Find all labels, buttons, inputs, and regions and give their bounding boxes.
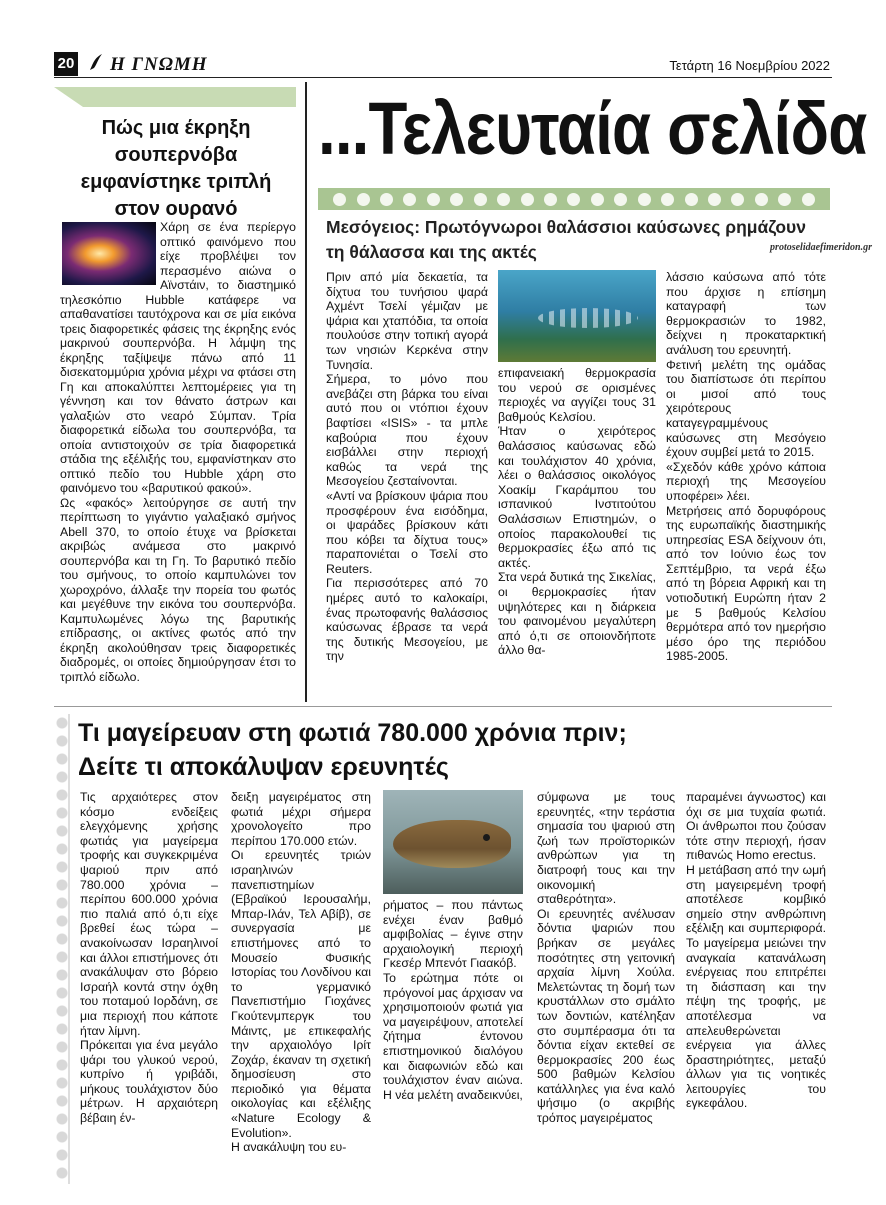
dot	[755, 193, 768, 206]
paper-name-text: Η ΓΝΩΜΗ	[110, 54, 208, 75]
film-strip-decoration	[54, 714, 70, 1184]
paragraph: Τις αρχαιότερες στον κόσμο ενδείξεις ελεγχόμενης χρήσης φωτιάς για μαγείρεμα τροφής και συγκεκριμένα ψαριού πριν από 780.000 χρόνια – περίπου 600.000 χρόνια πιο παλιά από ό,τι είχε βρεθεί έως τώρα – ανακοίνωσαν Ισραηλινοί και άλλοι επιστήμονες ότι ανακάλυψαν στο βόρειο Ισραήλ κοντά στην όχθη του ποταμού Ιορδάνη, σε μια περιοχή που κάποτε ήταν λίμνη.	[80, 790, 218, 1038]
fish-school	[538, 308, 638, 328]
paragraph: Πριν από μία δεκαετία, τα δίχτυα του τυνήσιου ψαρά Αχμέντ Τσελί γέμιζαν με ψάρια και χταπόδια, τα οποία πουλούσε στην τοπική αγορά των νησιών Κερκένα στην Τυνησία.	[326, 270, 488, 372]
section-title: ...Τελευταία σελίδα	[318, 87, 867, 170]
paragraph: Το ερώτημα πότε οι πρόγονοί μας άρχισαν να χρησιμοποιούν φωτιά για να μαγειρέψουν, αποτελεί ζήτημα έντονου επιστημονικού διαλόγου και διαφωνιών εδώ και τουλάχιστον έναν αιώνα. Η νέα μελέτη αναδεικνύει,	[383, 970, 523, 1102]
paragraph: Στα νερά δυτικά της Σικελίας, οι θερμοκρασίες ήταν υψηλότερες και η διάρκεια του φαινομένου μεγαλύτερη από ό,τι σε οποιονδήποτε άλλο θα-	[498, 570, 656, 658]
fire-column-1	[80, 790, 218, 1126]
fire-column-4	[537, 790, 675, 1126]
paragraph: Η ανακάλυψη του ευ-	[231, 1140, 347, 1155]
dot	[497, 193, 510, 206]
green-tab-decoration	[54, 87, 296, 107]
fire-title-line-2: Δείτε τι αποκάλυψαν ερευνητές	[78, 753, 449, 781]
fire-column-2	[231, 790, 371, 1155]
dot	[778, 193, 791, 206]
dot	[403, 193, 416, 206]
paragraph: Μετρήσεις από δορυφόρους της ευρωπαϊκής διαστημικής υπηρεσίας ESA δείχνουν ότι, από τον Ιούνιο έως τον Σεπτέμβριο, τα νερά έξω από τη βόρεια Αφρική και τη νοτιοδυτική Ευρώπη ήταν 2 με 5 βαθμούς Κελσίου θερμότερα από τον ημερήσιο μέσο όρο της περιόδου 1985-2005.	[666, 503, 826, 664]
source-credit: protoselidaefimeridon.gr	[770, 242, 872, 253]
paragraph: Η μετάβαση από την ωμή στη μαγειρεμένη τροφή αποτέλεσε κομβικό σημείο στην ανθρώπινη εξέλιξη και συμπεριφορά. Το μαγείρεμα μειώνει την αναγκαία κατανάλωση ενέργειας που επιτρέπει τη διάσπαση και την πέψη της τροφής, με αποτέλεσμα να απελευθερώνεται ενέργεια για άλλες δραστηριότητες, μεταξύ άλλων για τις νοητικές λειτουργίες του εγκεφάλου.	[686, 862, 826, 1111]
paragraph: «Αντί να βρίσκουν ψάρια που προσφέρουν ένα εισόδημα, οι ψαράδες βρίσκουν κάτι που κόβει τα δίχτυα τους» παραπονιέται ο Τσελί στο Reuters.	[326, 488, 488, 576]
fire-title-line-1: Τι μαγείρευαν στη φωτιά 780.000 χρόνια πριν;	[78, 719, 627, 747]
underwater-fish-photo	[498, 270, 656, 362]
dot	[521, 193, 534, 206]
column-divider	[305, 82, 307, 702]
paragraph: Ήταν ο χειρότερος θαλάσσιος καύσωνας εδώ και τουλάχιστον 40 χρόνια, λέει ο θαλάσσιος οικολόγος Χοακίμ Γκαράμπου του ισπανικού Ινστιτούτου Θαλάσσιων Επιστημών, ο οποίος παρακολουθεί τις θερμοκρασίες έξω από τις ακτές.	[498, 424, 656, 570]
heatwave-title: Μεσόγειος: Πρωτόγνωροι θαλάσσιοι καύσωνες ρημάζουν τη θάλασσα και της ακτές	[326, 217, 806, 262]
supernova-paragraph: Ως «φακός» λειτούργησε σε αυτή την περίπτωση το γιγάντιο γαλαξιακό σμήνος Abell 370, το οποίο έτυχε να βρίσκεται ακριβώς ανάμεσα στο μακρινό σουπερνόβα και τη Γη. Το βαρυτικό πεδίο του σμήνους, το οποίο καμπυλώνει τον χωροχρόνο, άλλαξε την πορεία του φωτός και μεγέθυνε την εικόνα του σουπερνόβα. Καμπυλωμένες λόγω της βαρυτικής επίδρασης, οι ακτίνες φωτός από την έκρηξη ακολούθησαν τρεις διαφορετικές διαδρομές, οι οποίες δημιούργησαν έτσι το τριπλό είδωλο.	[60, 495, 296, 684]
dot	[802, 193, 815, 206]
dot	[614, 193, 627, 206]
fish-eye	[483, 834, 490, 841]
dot	[591, 193, 604, 206]
header-rule	[54, 77, 832, 78]
dots-decoration-bar	[318, 188, 830, 210]
paragraph: παραμένει άγνωστος) και όχι σε μια τυχαία φωτιά. Οι άνθρωποι που ζούσαν τότε στην περιοχή, ήσαν πιθανώς Homo erectus.	[686, 790, 826, 863]
dot	[661, 193, 674, 206]
dot	[333, 193, 346, 206]
paper-name	[90, 54, 208, 76]
paragraph: Σήμερα, το μόνο που ανεβάζει στη βάρκα του είναι αυτό που οι ντόπιοι έχουν βαφτίσει «ISIS» - τα μπλε καβούρια που έχουν εισβάλλει στην περιοχή καθώς τα νερά της Μεσογείου ζεσταίνονται.	[326, 372, 488, 489]
paragraph: Οι ερευνητές ανέλυσαν δόντια ψαριών που βρήκαν σε μεγάλες ποσότητες στη γειτονική αρχαία λίμνη Χούλα. Μελετώντας τη δομή των κρυστάλλων στο σμάλτο των δοντιών, κατέληξαν στο συμπέρασμα ότι τα δόντια είχαν εκτεθεί σε θερμοκρασίες 200 έως 500 βαθμών Κελσίου κατάλληλες για ένα καλό ψήσιμο (ο ακριβής τρόπος μαγειρέματος	[537, 906, 675, 1126]
paragraph: λάσσιο καύσωνα από τότε που άρχισε η επίσημη καταγραφή των θερμοκρασιών το 1982, δείχνει η προκαταρκτική ανάλυση του ερευνητή.	[666, 270, 826, 357]
paragraph: Πρόκειται για ένα μεγάλο ψάρι του γλυκού νερού, κυπρίνο ή γριβάδι, μήκους τουλάχιστον δύο μέτρων. Η αρχαιότερη βέβαιη έν-	[80, 1038, 218, 1126]
paragraph: δειξη μαγειρέματος στη φωτιά μέχρι σήμερα χρονολογείτο προ περίπου 170.000 ετών.	[231, 790, 371, 848]
image-float-spacer	[60, 220, 160, 288]
dot	[731, 193, 744, 206]
supernova-paragraph: Χάρη σε ένα περίεργο οπτικό φαινόμενο που είχε προβλέψει τον περασμένο αιώνα ο Αϊνστάιν, το διαστημικό τηλεσκόπιο Hubble κατάφερε να απαθανατίσει ταυτόχρονα και σε μία εικόνα τρεις διαφορετικές φάσεις της έκρηξης ενός μακρινού σουπερνόβα. Η λάμψη της έκρηξης ταξίψεψε πάνω από 11 δισεκατομμύρια χρόνια μέχρι να φτάσει στη Γη και αποκαλύπτει λεπτομέρειες για τη γέννηση και τον θάνατο άστρων και γαλαξιών στο νεαρό Σύμπαν. Τρία διαφορετικά είδωλα του σουπερνόβα, τα οποία αντιστοιχούν σε τρία διαφορετικά στάδια της εξέλιξής του, εμφανίστηκαν στο οπτικό πεδίο του Hubble χάρη στο φαινόμενο του «βαρυτικού φακού».	[60, 220, 296, 495]
paragraph: Οι ερευνητές τριών ισραηλινών πανεπιστημίων (Εβραϊκού Ιερουσαλήμ, Μπαρ-Ιλάν, Τελ Αβίβ), σε συνεργασία με επιστήμονες από το Μουσείο Φυσικής Ιστορίας του Λονδίνου και το γερμανικό Πανεπιστήμιο Γιοχάνες Γκούτενμπεργκ του Μάιντς, με επικεφαλής την αρχαιολόγο Ιρίτ Ζοχάρ, έκαναν τη σχετική δημοσίευση στο περιοδικό για θέματα οικολογίας και εξέλιξης «Nature Ecology & Evolution».	[231, 848, 371, 1140]
paragraph: Για περισσότερες από 70 ημέρες αυτό το καλοκαίρι, ένας πρωτοφανής θαλάσσιος καύσωνας έβρασε τα νερά της δυτικής Μεσογείου, με την	[326, 576, 488, 664]
dot	[685, 193, 698, 206]
fire-column-3	[383, 790, 523, 1102]
paragraph: Φετινή μελέτη της ομάδας του διαπίστωσε ότι περίπου οι μισοί από τους χειρότερους καταγεγραμμένους καύσωνες στη Μεσόγειο έχουν συμβεί μετά το 2015.	[666, 357, 826, 460]
dot	[708, 193, 721, 206]
paragraph: ρήματος – που πάντως ενέχει έναν βαθμό αμφιβολίας – έγινε στην αρχαιολογική περιοχή Γκεσέρ Μπενότ Γιαακόβ.	[383, 898, 523, 971]
heatwave-column-1	[326, 270, 488, 664]
dot	[544, 193, 557, 206]
paragraph: σύμφωνα με τους ερευνητές, «την τεράστια σημασία του ψαριού στη ζωή των προϊστορικών ανθρώπων για τη διατροφή τους και την οικονομική σταθερότητα».	[537, 790, 675, 907]
fire-title	[78, 716, 838, 784]
fire-column-5	[686, 790, 826, 1111]
dot	[357, 193, 370, 206]
page-number: 20	[54, 52, 78, 76]
carp-fish-photo	[383, 790, 523, 894]
section-divider	[54, 706, 832, 707]
dot	[427, 193, 440, 206]
dot	[450, 193, 463, 206]
supernova-body	[60, 220, 296, 684]
heatwave-column-3	[666, 270, 826, 664]
paragraph: επιφανειακή θερμοκρασία του νερού σε ορισμένες περιοχές να αγγίζει τους 31 βαθμούς Κελσίου.	[498, 366, 656, 424]
heatwave-column-2	[498, 270, 656, 658]
dot	[638, 193, 651, 206]
fish-body	[393, 820, 511, 868]
dot	[567, 193, 580, 206]
paragraph: «Σχεδόν κάθε χρόνο κάποια περιοχή της Μεσογείου υποφέρει» λέει.	[666, 459, 826, 503]
issue-date: Τετάρτη 16 Νοεμβρίου 2022	[669, 58, 830, 73]
dot	[474, 193, 487, 206]
supernova-title: Πώς μια έκρηξη σουπερνόβα εμφανίστηκε τριπλή στον ουρανό	[80, 117, 272, 220]
dot	[380, 193, 393, 206]
